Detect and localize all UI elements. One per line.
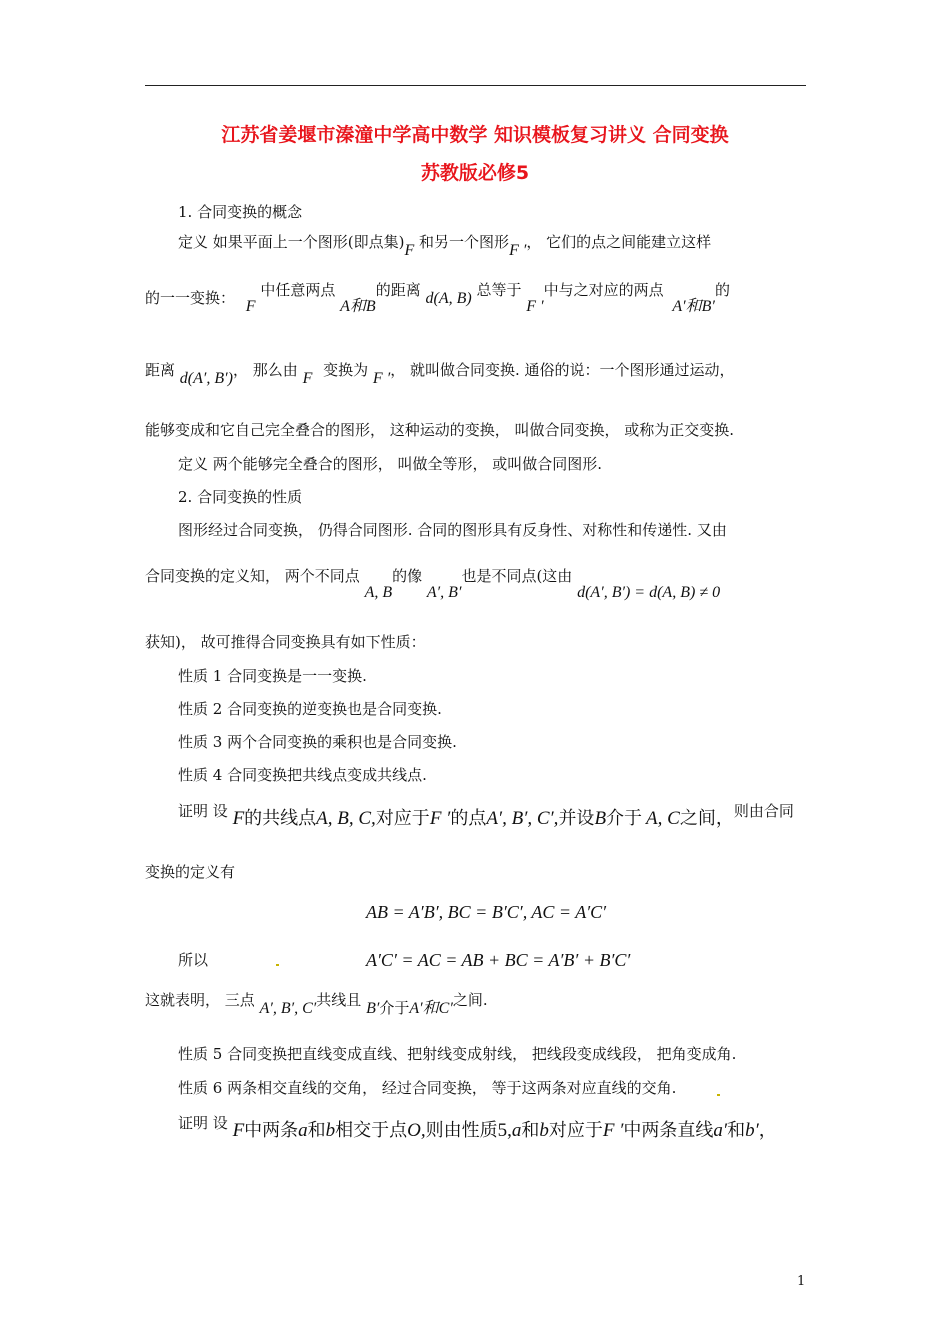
math-d-A-B: d(A, B)	[425, 290, 472, 307]
text: 之间，	[679, 808, 734, 829]
proof-label: 证明 设	[178, 1114, 228, 1132]
math-a-prime: a′	[713, 1120, 728, 1141]
proof-1-conclusion	[145, 990, 488, 1017]
property-2: 性质 2 合同变换的逆变换也是合同变换.	[178, 700, 442, 718]
math-F: F	[404, 242, 415, 259]
proof-1-so-label: 所以	[178, 951, 209, 969]
math-B-prime: B′	[366, 1000, 380, 1017]
text: 和	[521, 1120, 540, 1141]
text: 也是不同点(这由	[461, 567, 573, 585]
text: 并设	[558, 808, 595, 829]
math-A-B: A, B	[364, 584, 393, 601]
math-A-and-B: A和B	[340, 298, 376, 315]
text: 总等于	[476, 281, 522, 299]
section-1-heading: 1. 合同变换的概念	[178, 203, 303, 221]
proof-2-line-1	[178, 1112, 777, 1150]
text: 中两条	[244, 1120, 299, 1141]
math-A-prime-and-C-prime: A′和C′	[409, 1000, 453, 1017]
document-title-line-2: 苏教版必修5	[420, 162, 530, 184]
math-5: 5,	[497, 1120, 512, 1141]
paragraph-line-2	[145, 567, 721, 601]
math-F-prime: F ′	[429, 808, 451, 829]
text: ，	[758, 1120, 777, 1141]
text: 距离	[145, 361, 176, 379]
definition-1-line-4: 能够变成和它自己完全叠合的图形， 这种运动的变换， 叫做合同变换， 或称为正交变换.	[145, 421, 735, 439]
paragraph-line-1: 图形经过合同变换， 仍得合同图形. 合同的图形具有反身性、对称性和传递性. 又由	[178, 521, 727, 539]
text: 变换为	[323, 361, 369, 379]
definition-1-line-1	[178, 232, 712, 259]
text: 的共线点	[244, 808, 317, 829]
math-F-prime: F ′	[372, 370, 391, 387]
math-F: F	[232, 1120, 245, 1141]
text: 中与之对应的两点	[543, 281, 664, 299]
proof-1-equation-2: A′C′ = AC = AB + BC = A′B′ + B′C′	[366, 950, 631, 970]
text: 则由合同	[733, 802, 794, 820]
text: 定义 如果平面上一个图形(即点集)	[178, 233, 405, 251]
text: ， 就叫做合同变换. 通俗的说：一个图形通过运动，	[390, 361, 735, 379]
definition-2: 定义 两个能够完全叠合的图形， 叫做全等形， 或叫做合同图形.	[178, 455, 603, 473]
property-5: 性质 5 合同变换把直线变成直线、把射线变成射线， 把线段变成线段， 把角变成角.	[178, 1045, 737, 1063]
text: ， 那么由	[233, 361, 298, 379]
text: 中两条直线	[623, 1120, 714, 1141]
text: 中任意两点	[260, 281, 336, 299]
text: 的	[714, 281, 730, 299]
text: 的点	[450, 808, 487, 829]
math-b-prime: b′	[745, 1120, 759, 1141]
paragraph-line-3: 获知)， 故可推得合同变换具有如下性质：	[145, 633, 426, 651]
math-F-prime: F ′	[602, 1120, 624, 1141]
text: 和	[727, 1120, 746, 1141]
proof-1-line-2: 变换的定义有	[145, 863, 236, 881]
decorative-mark	[717, 1094, 720, 1096]
math-d-A-prime-B-prime: d(A′, B′)	[179, 370, 233, 387]
math-a: a	[298, 1120, 308, 1141]
text: 这就表明， 三点	[145, 991, 255, 1009]
text: 介于	[379, 999, 410, 1017]
text: 合同变换的定义知， 两个不同点	[145, 567, 360, 585]
math-F-prime: F ′	[509, 242, 527, 259]
math-A-prime-and-B-prime: A′和B′	[672, 298, 715, 315]
property-1: 性质 1 合同变换是一一变换.	[178, 667, 367, 685]
property-3: 性质 3 两个合同变换的乘积也是合同变换.	[178, 733, 457, 751]
text: 的距离	[375, 281, 421, 299]
text: 的像	[392, 567, 423, 585]
text: 相交于点	[335, 1120, 408, 1141]
property-4: 性质 4 合同变换把共线点变成共线点.	[178, 766, 427, 784]
math-F: F	[302, 370, 313, 387]
math-F-prime: F ′	[526, 298, 544, 315]
proof-1-equation-1: AB = A′B′, BC = B′C′, AC = A′C′	[366, 902, 607, 922]
math-b: b	[539, 1120, 549, 1141]
document-title-line-1: 江苏省姜堰市溱潼中学高中数学 知识模板复习讲义 合同变换	[221, 124, 729, 146]
property-6: 性质 6 两条相交直线的交角， 经过合同变换， 等于这两条对应直线的交角.	[178, 1079, 677, 1097]
section-2-heading: 2. 合同变换的性质	[178, 488, 303, 506]
math-A-C: A, C	[646, 808, 680, 829]
text: 和另一个图形	[419, 233, 510, 251]
header-rule	[145, 85, 806, 86]
math-A-prime-B-prime: A′, B′	[426, 584, 462, 601]
decorative-mark	[276, 964, 279, 966]
proof-1-line-1	[178, 800, 794, 838]
math-O: O,	[407, 1120, 426, 1141]
math-A-prime-B-prime-C-prime: A′, B′, C′,	[486, 808, 559, 829]
text: 之间.	[452, 991, 488, 1009]
text: ， 它们的点之间能建立这样	[526, 233, 712, 251]
math-F: F	[232, 808, 245, 829]
text: 和	[307, 1120, 326, 1141]
proof-label: 证明 设	[178, 802, 228, 820]
text: 的一一变换：	[145, 289, 236, 307]
text: 介于	[606, 808, 643, 829]
definition-1-line-2	[145, 281, 730, 315]
text: 共线且	[316, 991, 362, 1009]
math-distance-equation: d(A′, B′) = d(A, B) ≠ 0	[577, 584, 721, 601]
math-F: F	[245, 298, 256, 315]
math-B: B	[594, 808, 607, 829]
definition-1-line-3	[145, 360, 735, 387]
text: 对应于	[548, 1120, 603, 1141]
text: 对应于	[375, 808, 430, 829]
math-A-prime-B-prime-C-prime: A′, B′, C′	[259, 1000, 317, 1017]
math-b: b	[325, 1120, 336, 1141]
text: 则由性质	[425, 1120, 498, 1141]
page-number: 1	[797, 1274, 806, 1289]
math-A-B-C: A, B, C,	[316, 808, 376, 829]
math-a: a	[511, 1120, 522, 1141]
